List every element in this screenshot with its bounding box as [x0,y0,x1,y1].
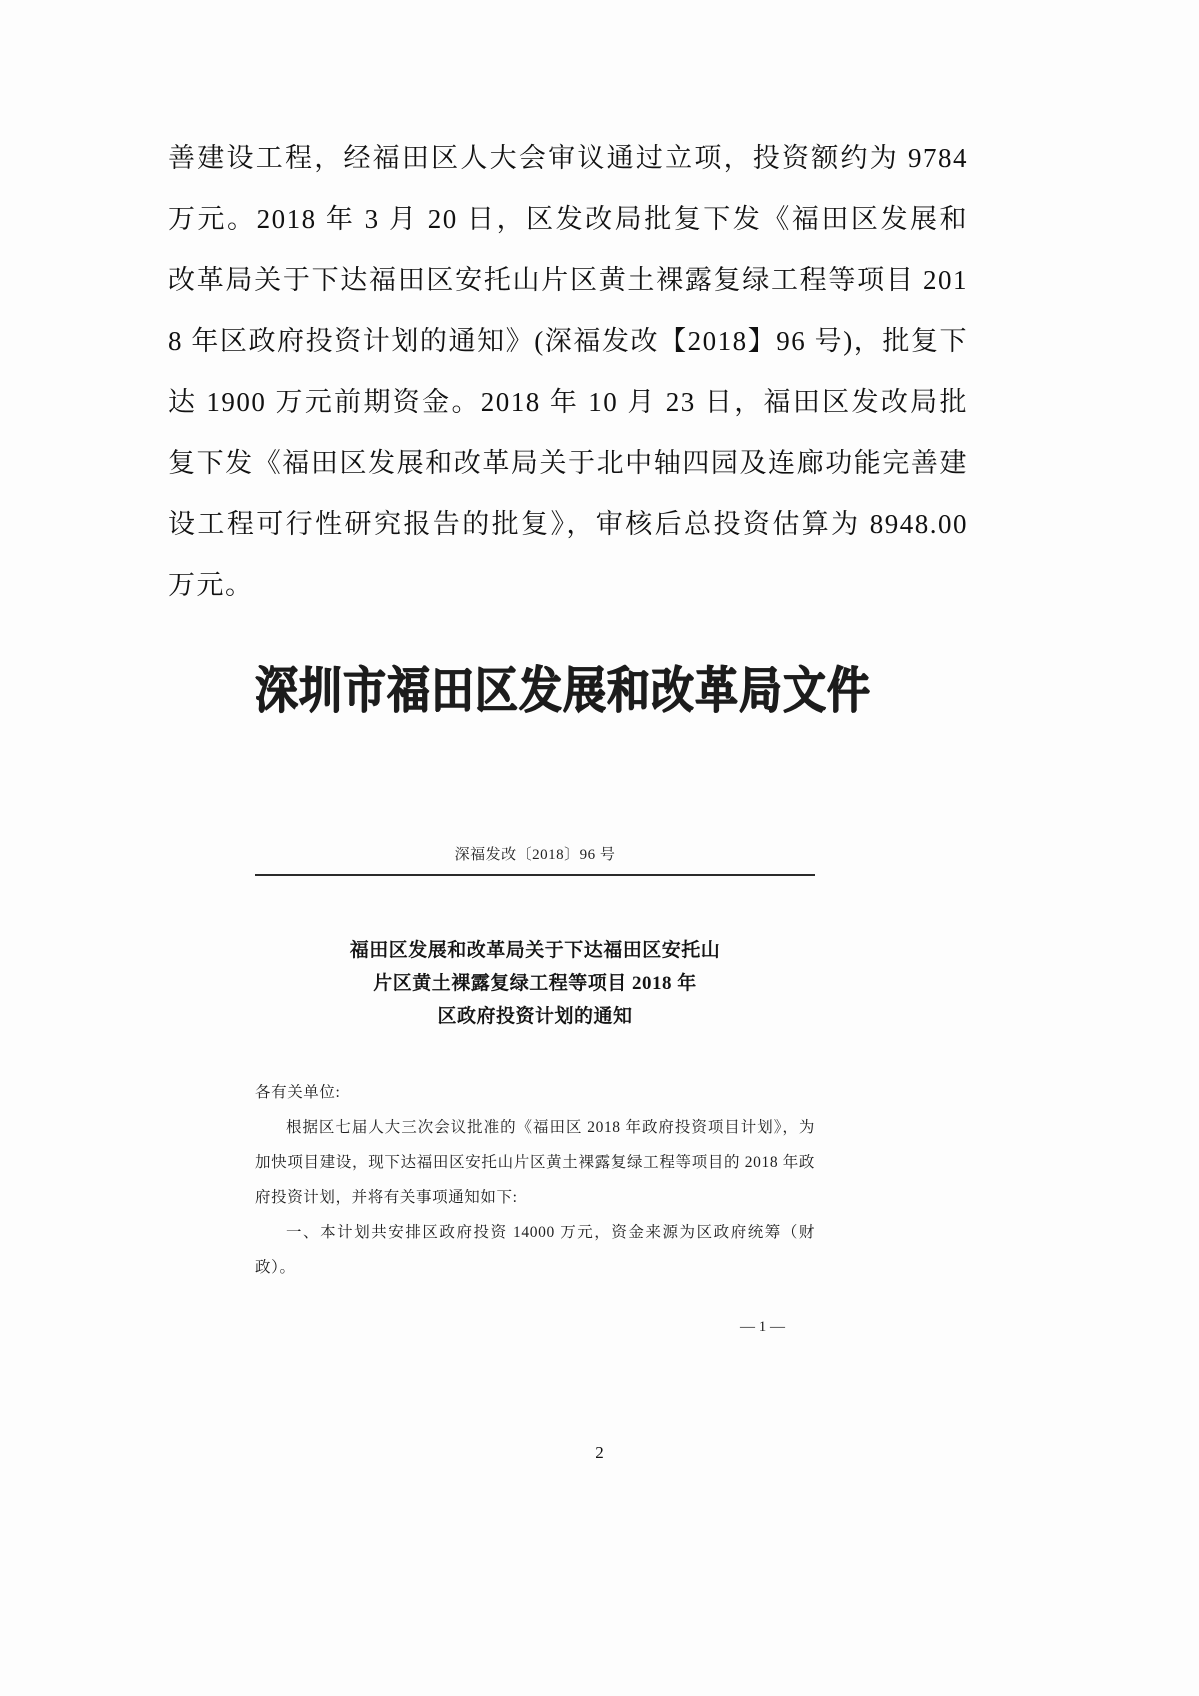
scan-inner-page-number: — 1 — [740,1319,785,1335]
body-paragraph-block [168,128,968,616]
scan-horizontal-rule [255,874,815,876]
scan-document-number: 深福发改〔2018〕96 号 [454,847,616,863]
scanned-official-document [255,630,871,1420]
scan-salutation: 各有关单位: [255,1084,341,1101]
scan-title-line-2: 片区黄土裸露复绿工程等项目 2018 年 [373,973,697,994]
scan-title [255,934,815,1033]
scan-paragraph-1: 根据区七届人大三次会议批准的《福田区 2018 年政府投资项目计划》，为加快项目建设，现下达福田区安托山片区黄土裸露复绿工程等项目的 2018 年政府投资计划，并将有关事项通知如下: [255,1119,815,1206]
scan-title-line-3: 区政府投资计划的通知 [437,1006,633,1027]
scan-paragraph-2: 一、本计划共安排区政府投资 14000 万元，资金来源为区政府统筹（财政）。 [255,1224,815,1276]
scan-body [255,1075,815,1285]
page-number: 2 [595,1443,604,1462]
scan-title-line-1: 福田区发展和改革局关于下达福田区安托山 [349,940,721,961]
body-paragraph: 善建设工程，经福田区人大会审议通过立项，投资额约为 9784 万元。2018 年 3 月 20 日，区发改局批复下发《福田区发展和改革局关于下达福田区安托山片区黄土裸露复绿工程等项目 2018 年区政府投资计划的通知》(深福发改【2018】96 号)，批复下达 1900 万元前期资金。2018 年 10 月 23 日，福田区发改局批复下发《福田区发展和改革局关于北中轴四园及连廊功能完善建设工程可行性研究报告的批复》，审核后总投资估算为 8948.00 万元。 [168,143,968,600]
scan-header-title: 深圳市福田区发展和改革局文件 [255,664,871,719]
